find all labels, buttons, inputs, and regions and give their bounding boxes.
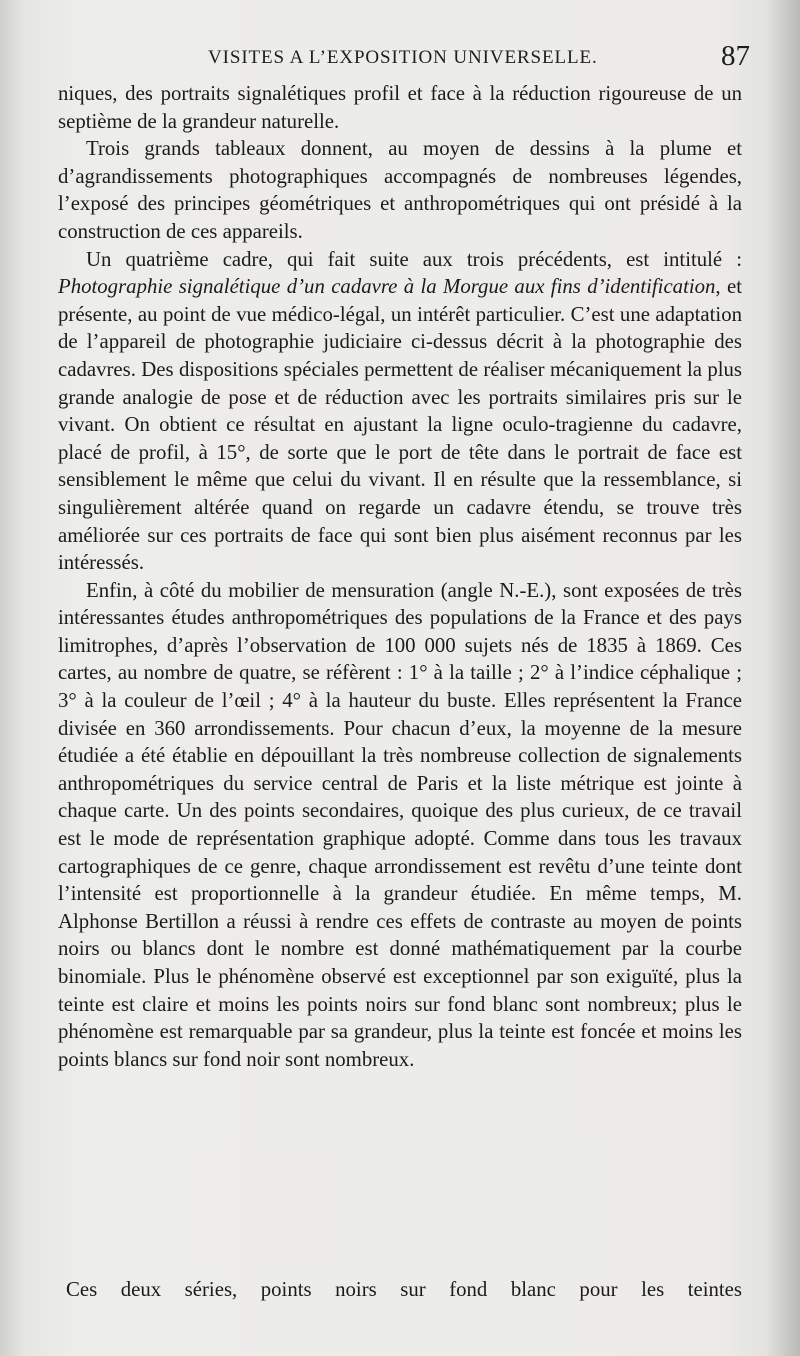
running-head: VISITES A L’EXPOSITION UNIVERSELLE. xyxy=(208,47,598,68)
cadre-title: Photographie signalétique d’un cadavre à la Morgue aux fins d’identification xyxy=(58,275,716,299)
paragraph-series xyxy=(58,1276,742,1304)
paragraph-series-text: Ces deux séries, points noirs sur fond blanc pour les teintes xyxy=(66,1278,742,1301)
paragraph-cartes: Enfin, à côté du mobilier de mensuration (angle N.-E.), sont exposées de très intéressantes études anthropométriques des populations de la France et des pays limitrophes, d’après l’observation de 100 000 sujets nés de 1835 à 1869. Ces cartes, au nombre de quatre, se réfèrent : 1° à la taille ; 2° à l’indice céphalique ; 3° à la couleur de l’œil ; 4° à la hauteur du buste. Elles représentent la France divisée en 360 arrondissements. Pour chacun d’eux, la moyenne de la mesure étudiée a été établie en dépouillant la très nombreuse collection de signalements anthropométriques du service central de Paris et la liste métrique est jointe à chaque carte. Un des points secondaires, quoique des plus curieux, de ce travail est le mode de représentation graphique adopté. Comme dans tous les travaux cartographiques de ce genre, chaque arrondissement est revêtu d’une teinte dont l’intensité est proportionnelle à la grandeur étudiée. En même temps, M. Alphonse Bertillon a réussi à rendre ces effets de contraste au moyen de points noirs ou blancs dont le nombre est donné mathématiquement par la courbe binomiale. Plus le phénomène observé est exceptionnel par son exiguïté, plus la teinte est claire et moins les points noirs sur fond blanc sont nombreux; plus le phénomène est remarquable par sa grandeur, plus la teinte est foncée et moins les points blancs sur fond noir sont nombreux. xyxy=(58,578,742,1071)
page-header xyxy=(60,38,750,78)
page-number: 87 xyxy=(721,40,750,72)
paragraph-cadre xyxy=(58,246,742,577)
page-edge-shadow xyxy=(766,0,800,1356)
paragraph-continued: niques, des portraits signalétiques profil et face à la réduction rigoureuse de un septième de la grandeur naturelle. xyxy=(58,82,742,133)
paragraph-cadre-intro: Un quatrième cadre, qui fait suite aux trois précédents, est intitulé : xyxy=(86,247,742,271)
body-text xyxy=(58,80,742,1073)
paragraph-tableaux: Trois grands tableaux donnent, au moyen de dessins à la plume et d’agrandissements photographiques accompagnés de nombreuses légendes, l’exposé des principes géométriques et anthropométriques qui ont présidé à la construction de ces appareils. xyxy=(58,137,742,243)
paragraph-cadre-body: , et présente, au point de vue médico-légal, un intérêt particulier. C’est une adaptation de l’appareil de photographie judiciaire ci-dessus décrit à la photographie des cadavres. Des dispositions spéciales permettent de réaliser mécaniquement la plus grande analogie de pose et de réduction avec les portraits similaires pris sur le vivant. On obtient ce résultat en ajustant la ligne oculo-tragienne du cadavre, placé de profil, à 15°, de sorte que le port de tête dans le portrait de face est sensiblement le même que celui du vivant. Il en résulte que la ressemblance, si singulièrement altérée quand on regarde un cadavre étendu, se trouve très améliorée sur ces portraits de face qui sont bien plus aisément reconnus par les intéressés. xyxy=(58,275,742,575)
